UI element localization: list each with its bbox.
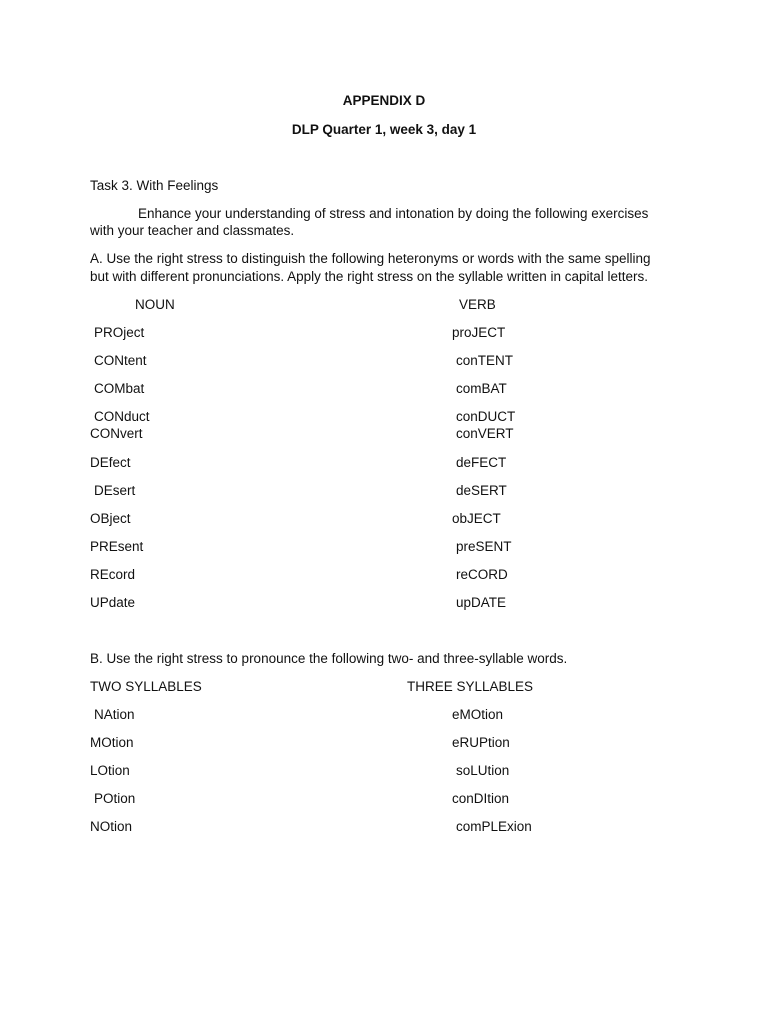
noun-word: CONtent	[94, 353, 147, 368]
noun-word: OBject	[90, 511, 131, 526]
verb-word: conTENT	[456, 353, 514, 368]
noun-word: UPdate	[90, 595, 136, 610]
section-b-instruction: B. Use the right stress to pronounce the following two- and three-syllable words.	[90, 651, 568, 666]
two-syllable-word: LOtion	[90, 763, 130, 778]
noun-word: CONvert	[90, 426, 143, 441]
three-syllable-word: eRUPtion	[452, 735, 510, 750]
three-syllable-word: soLUtion	[456, 763, 510, 778]
noun-word: DEfect	[90, 455, 131, 470]
noun-word: REcord	[90, 567, 136, 582]
noun-word: COMbat	[94, 381, 145, 396]
verb-word: conDUCT	[456, 409, 516, 424]
section-a-instruction-line-1: A. Use the right stress to distinguish the following heteronyms or words with the same spelling	[90, 251, 651, 266]
two-syllable-word: POtion	[94, 791, 136, 806]
noun-word: DEsert	[94, 483, 136, 498]
verb-header: VERB	[459, 297, 496, 312]
two-syllables-header: TWO SYLLABLES	[90, 679, 202, 694]
intro-line-1: Enhance your understanding of stress and intonation by doing the following exercises	[138, 206, 649, 221]
section-a-instruction-line-2: but with different pronunciations. Apply the right stress on the syllable written in capital letters.	[90, 269, 649, 284]
verb-word: comBAT	[456, 381, 507, 396]
two-syllable-word: NOtion	[90, 819, 133, 834]
three-syllable-word: eMOtion	[452, 707, 504, 722]
dlp-title: DLP Quarter 1, week 3, day 1	[291, 122, 477, 137]
task-title: Task 3. With Feelings	[90, 178, 219, 193]
two-syllable-word: MOtion	[90, 735, 134, 750]
three-syllables-header: THREE SYLLABLES	[407, 679, 534, 694]
verb-word: proJECT	[452, 325, 506, 340]
noun-word: CONduct	[94, 409, 150, 424]
verb-word: obJECT	[452, 511, 501, 526]
appendix-title: APPENDIX D	[342, 93, 426, 108]
verb-word: deFECT	[456, 455, 507, 470]
noun-word: PREsent	[90, 539, 144, 554]
verb-word: upDATE	[456, 595, 507, 610]
verb-word: reCORD	[456, 567, 508, 582]
verb-word: conVERT	[456, 426, 514, 441]
three-syllable-word: conDItion	[452, 791, 510, 806]
noun-header: NOUN	[135, 297, 175, 312]
verb-word: preSENT	[456, 539, 512, 554]
three-syllable-word: comPLExion	[456, 819, 532, 834]
two-syllable-word: NAtion	[94, 707, 135, 722]
verb-word: deSERT	[456, 483, 507, 498]
noun-word: PROject	[94, 325, 145, 340]
intro-line-2: with your teacher and classmates.	[90, 223, 295, 238]
